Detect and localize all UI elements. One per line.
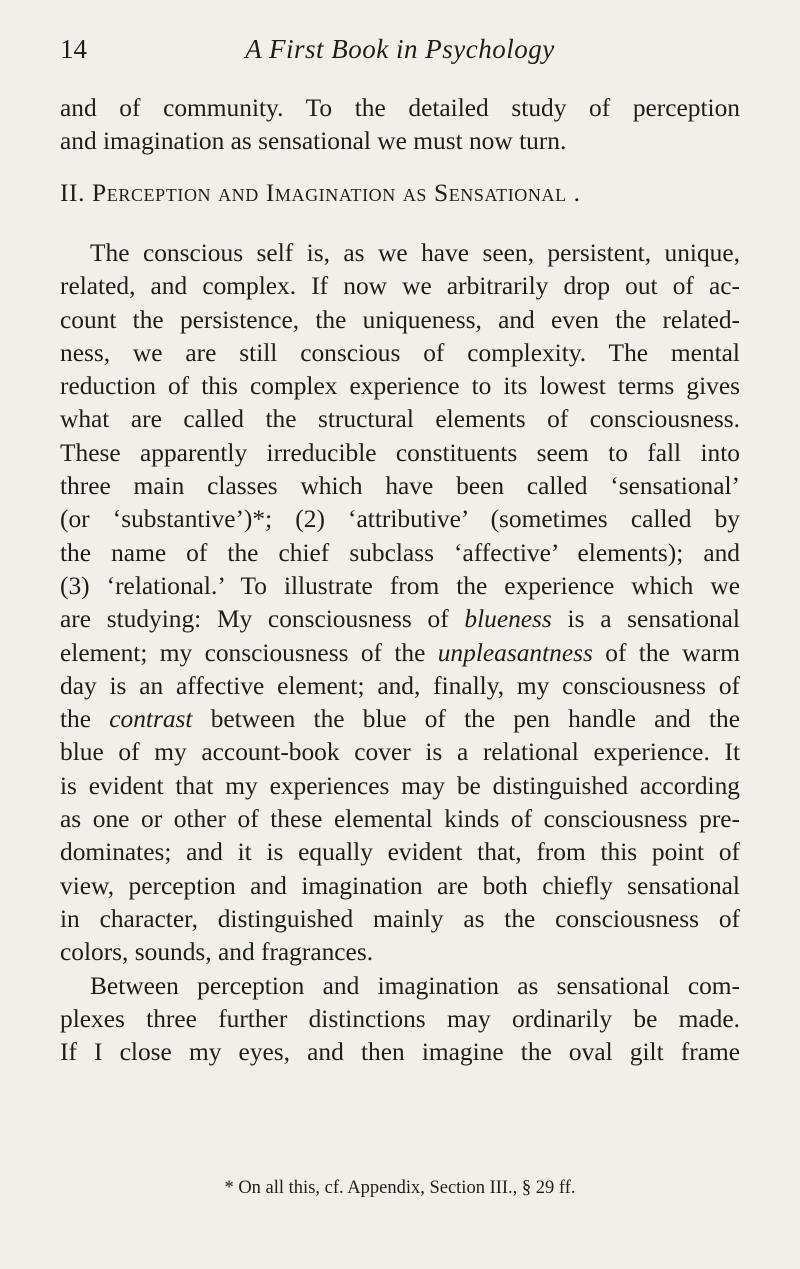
text-line: (or ‘substantive’)*; (2) ‘attributive’ (sometimes called by xyxy=(60,505,740,534)
text-segment: is a sensational xyxy=(551,605,740,634)
text-segment: are studying: My consciousness of xyxy=(60,605,465,634)
text-line: reduction of this complex experience to its lowest terms gives xyxy=(60,372,740,401)
running-title: A First Book in Psychology xyxy=(245,34,555,64)
text-line: view, perception and imagination are both chiefly sensational xyxy=(60,871,740,900)
text-line: These apparently irreducible constituents seem to fall into xyxy=(60,438,740,467)
page-header xyxy=(60,34,740,74)
text-segment: between the blue of the pen handle and the xyxy=(192,705,740,734)
text-line: and of community. To the detailed study of perception xyxy=(60,94,740,122)
emphasis-contrast: contrast xyxy=(109,705,193,734)
text-line: and imagination as sensational we must now turn. xyxy=(60,127,567,156)
text-line: what are called the structural elements of consciousness. xyxy=(60,405,740,434)
text-line: Between perception and imagination as sensational com- xyxy=(90,971,740,1000)
section-heading: II. Perception and Imagination as Sensational . xyxy=(60,179,581,207)
text-line: is evident that my experiences may be distinguished according xyxy=(60,771,740,800)
text-line: three main classes which have been called ‘sensational’ xyxy=(60,472,740,501)
text-segment: the xyxy=(60,705,110,734)
text-line: dominates; and it is equally evident that, from this point of xyxy=(60,838,740,867)
text-line: colors, sounds, and fragrances. xyxy=(60,938,374,967)
text-line: ness, we are still conscious of complexity. The mental xyxy=(60,338,740,367)
text-line: plexes three further distinctions may ordinarily be made. xyxy=(60,1004,740,1033)
text-line xyxy=(60,703,740,736)
text-line: count the persistence, the uniqueness, and even the related- xyxy=(60,305,740,334)
emphasis-blueness: blueness xyxy=(464,605,552,634)
text-segment: element; my consciousness of the xyxy=(60,638,438,667)
emphasis-unpleasantness: unpleasantness xyxy=(437,638,593,667)
text-line: related, and complex. If now we arbitrarily drop out of ac- xyxy=(60,272,740,301)
text-line xyxy=(60,637,740,670)
text-line: If I close my eyes, and then imagine the oval gilt frame xyxy=(60,1038,740,1067)
main-paragraph xyxy=(60,237,740,1069)
text-line: in character, distinguished mainly as the consciousness of xyxy=(60,904,740,933)
text-line: day is an affective element; and, finally, my consciousness of xyxy=(60,671,740,700)
text-line xyxy=(60,603,740,636)
page-number: 14 xyxy=(60,34,87,64)
text-segment: of the warm xyxy=(592,638,740,667)
text-line: as one or other of these elemental kinds of consciousness pre- xyxy=(60,805,740,834)
text-line: blue of my account-book cover is a relational experience. It xyxy=(60,738,740,767)
text-line: The conscious self is, as we have seen, persistent, unique, xyxy=(90,239,740,267)
text-line: the name of the chief subclass ‘affective’ elements); and xyxy=(60,538,740,567)
text-line: (3) ‘relational.’ To illustrate from the experience which we xyxy=(60,571,740,600)
intro-paragraph xyxy=(60,92,740,159)
footnote: * On all this, cf. Appendix, Section III., § 29 ff. xyxy=(224,1178,576,1198)
